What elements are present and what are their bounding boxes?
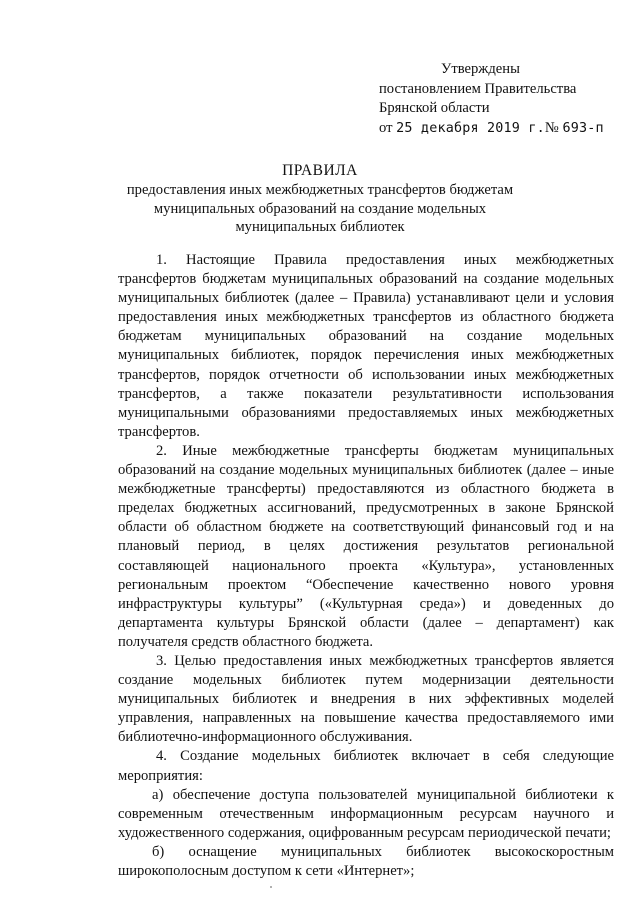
approval-date: 25 декабря 2019 г. — [396, 120, 545, 136]
date-prefix: от — [379, 119, 393, 136]
paragraph-2: 2. Иные межбюджетные трансферты бюджетам муниципальных образований на создание модельных муниципальных библиотек (далее – иные межбюджетные трансферты) предоставляются из областного бюджета в пределах бюджетных ассигнований, предусмотренных в законе Брянской области об областном бюджете на соответствующий финансовый год и на плановый период, в целях достижения результатов региональной составляющей национального проекта «Культура», установленных региональным проектом “Обеспечение качественно нового уровня инфраструктуры культуры” («Культурная среда») и доведенных до департамента культуры Брянской области (далее – департамент) как получателя средств областного бюджета. — [118, 442, 614, 650]
document-title: ПРАВИЛА — [282, 162, 358, 179]
document-body — [118, 251, 614, 881]
paragraph-4a: а) обеспечение доступа пользователей муниципальной библиотеки к современным отечественным информационным ресурсам научного и художественного содержания, оцифрованным ресурсам периодической печати; — [118, 786, 614, 841]
approval-number: 693-п — [562, 120, 604, 136]
number-sign: № — [544, 119, 559, 136]
approval-line-resolution: постановлением Правительства — [379, 80, 577, 97]
scan-speck — [270, 886, 272, 888]
approval-date-line — [379, 119, 604, 139]
approval-line-region: Брянской области — [379, 100, 490, 116]
approval-heading: Утверждены — [441, 61, 520, 77]
paragraph-3: 3. Целью предоставления иных межбюджетных трансфертов является создание модельных библиотек путем модернизации деятельности муниципальных библиотек и внедрения в них эффективных моделей управления, направленных на повышение качества предоставляемого ими библиотечно-информационного обслуживания. — [118, 652, 614, 746]
paragraph-4b: б) оснащение муниципальных библиотек высокоскоростным широкополосным доступом к сети «Интернет»; — [118, 843, 614, 879]
document-subtitle: предоставления иных межбюджетных трансфертов бюджетам муниципальных образований на создание модельных муниципальных библиотек — [126, 182, 514, 235]
paragraph-4: 4. Создание модельных библиотек включает в себя следующие мероприятия: — [118, 748, 614, 784]
approval-block — [379, 60, 604, 138]
paragraph-1: 1. Настоящие Правила предоставления иных межбюджетных трансфертов бюджетам муниципальных образований на создание модельных муниципальных библиотек (далее – Правила) устанавливают цели и условия предоставления иных межбюджетных трансфертов из областного бюджета бюджетам муниципальных образований на создание модельных муниципальных библиотек, порядок перечисления иных межбюджетных трансфертов, порядок отчетности об использовании иных межбюджетных трансфертов, а также показатели результативности использования муниципальными образованиями предоставляемых иных межбюджетных трансфертов. — [118, 252, 614, 440]
